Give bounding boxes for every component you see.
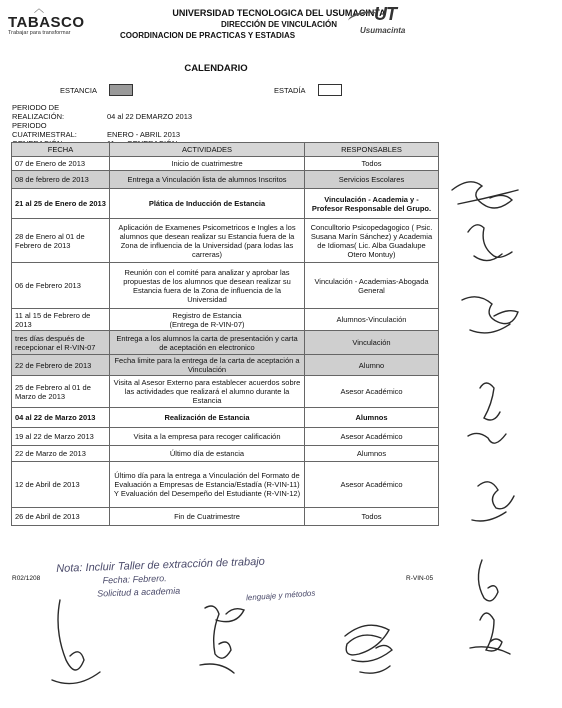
responsable-cell: Alumno <box>305 355 439 376</box>
handwritten-line-1: Nota: Incluir Taller de extracción de trabajo <box>56 555 266 575</box>
term-key: PERIODO CUATRIMESTRAL: <box>12 121 77 139</box>
signature-mark-12 <box>480 613 502 651</box>
responsable-cell: Todos <box>305 157 439 171</box>
fecha-cell: 25 de Febrero al 01 de Marzo de 2013 <box>12 376 110 408</box>
responsable-cell: Vinculación <box>305 331 439 355</box>
logo-right-name: Usumacinta <box>360 26 406 35</box>
actividad-cell: Visita al Asesor Externo para establecer acuerdos sobre las actividades que realizará el alumno durante la Estancia <box>110 376 305 408</box>
logo-left-name: TABASCO <box>8 14 85 31</box>
period-value: 04 al 22 DEMARZO 2013 <box>107 112 193 121</box>
page-title: CALENDARIO <box>184 63 248 74</box>
actividad-cell: Último día de estancia <box>110 446 305 462</box>
fecha-cell: 19 al 22 de Marzo 2013 <box>12 428 110 446</box>
signature-mark-8 <box>468 433 506 443</box>
signature-mark-9 <box>478 482 514 509</box>
fecha-cell: 21 al 25 de Enero de 2013 <box>12 189 110 219</box>
actividad-cell: Realización de Estancia <box>110 408 305 428</box>
coordination-name: COORDINACION DE PRACTICAS Y ESTADIAS <box>120 31 296 40</box>
fecha-cell: 08 de febrero de 2013 <box>12 171 110 189</box>
actividad-cell: Fin de Cuatrimestre <box>110 508 305 526</box>
institution-name: UNIVERSIDAD TECNOLOGICA DEL USUMACINTA <box>172 8 386 18</box>
actividad-cell: Entrega a Vinculación lista de alumnos Inscritos <box>110 171 305 189</box>
handwritten-line-3: Solicitud a academia <box>96 585 181 599</box>
actividad-cell: Último día para la entrega a Vinculación del Formato de Evaluación a Empresas de Estancia/Estadía (R-VIN-11) Y Evaluación del Desempeño del Estudiante (R-VIN-12) <box>110 462 305 508</box>
signature-mark-15 <box>52 672 100 684</box>
actividad-cell: Inicio de cuatrimestre <box>110 157 305 171</box>
signature-mark-19 <box>345 625 389 655</box>
actividad-cell: Registro de Estancia (Entrega de R-VIN-07) <box>110 309 305 331</box>
logo-left-slogan: Trabajar para transformar <box>8 30 71 36</box>
fecha-cell: 06 de Febrero 2013 <box>12 263 110 309</box>
fecha-cell: 11 al 15 de Febrero de 2013 <box>12 309 110 331</box>
actividad-cell: Plática de Inducción de Estancia <box>110 189 305 219</box>
handwritten-annotation: lenguaje y métodos <box>245 588 316 603</box>
signature-mark-21 <box>360 666 390 673</box>
estancia-label: ESTANCIA <box>60 86 97 95</box>
responsable-cell: Vinculación - Academias-Abogada General <box>305 263 439 309</box>
logo-right-mark: UT <box>374 4 396 24</box>
term-value: ENERO - ABRIL 2013 <box>107 130 181 139</box>
fecha-cell: tres días después de recepcionar el R-VIN-07 <box>12 331 110 355</box>
form-code-left: R02/1208 <box>12 575 41 582</box>
actividad-cell: Fecha limite para la entrega de la carta de aceptación a Vinculación <box>110 355 305 376</box>
fecha-cell: 22 de Febrero de 2013 <box>12 355 110 376</box>
responsable-cell: Alumnos-Vinculación <box>305 309 439 331</box>
signature-mark-3 <box>468 225 512 258</box>
signature-mark-18 <box>200 664 234 673</box>
actividad-cell: Visita a la empresa para recoger calificación <box>110 428 305 446</box>
actividad-cell: Aplicación de Examenes Psicometricos e Ingles a los alumnos que desean realizar su Estancia fuera de la Zona de influencia de la Universidad (para lodas las carreras) <box>110 219 305 263</box>
responsable-cell: Alumnos <box>305 446 439 462</box>
responsable-cell: Servicios Escolares <box>305 171 439 189</box>
direction-name: DIRECCIÓN DE VINCULACIÓN <box>220 20 337 29</box>
actividad-cell: Reunión con el comité para analizar y aprobar las propuestas de los alumnos que desean realizar su Estancia fuera de la Zona de influencia de la Universidad <box>110 263 305 309</box>
responsable-cell: Asesor Académico <box>305 462 439 508</box>
fecha-cell: 26 de Abril de 2013 <box>12 508 110 526</box>
signature-mark-7 <box>480 383 500 420</box>
signature-mark-6 <box>470 324 510 333</box>
responsable-cell: Asesor Académico <box>305 376 439 408</box>
fecha-cell: 07 de Enero de 2013 <box>12 157 110 171</box>
fecha-cell: 12 de Abril de 2013 <box>12 462 110 508</box>
signature-mark-5 <box>462 297 518 324</box>
responsable-cell: Vinculación - Academia y - Profesor Responsable del Grupo. <box>305 189 439 219</box>
actividad-cell: Entrega a los alumnos la carta de presentación y carta de aceptación en electronico <box>110 331 305 355</box>
column-header-responsables: RESPONSABLES <box>305 143 439 157</box>
logo-chevron-icon: ︿ <box>34 4 44 15</box>
handwritten-line-2: Fecha: Febrero. <box>102 573 167 586</box>
responsable-cell: Alumnos <box>305 408 439 428</box>
fecha-cell: 22 de Marzo de 2013 <box>12 446 110 462</box>
signature-mark-10 <box>472 512 506 521</box>
responsable-cell: Todos <box>305 508 439 526</box>
signature-mark-11 <box>478 560 498 601</box>
column-header-actividades: ACTIVIDADES <box>110 143 305 157</box>
responsable-cell: Asesor Académico <box>305 428 439 446</box>
signature-mark-14 <box>58 600 84 670</box>
signature-mark-17 <box>216 609 244 622</box>
fecha-cell: 28 de Enero al 01 de Febrero de 2013 <box>12 219 110 263</box>
period-key: PERIODO DE REALIZACIÓN: <box>12 103 65 121</box>
form-code-right: R-VIN-05 <box>406 575 434 582</box>
signature-mark-4 <box>474 254 502 261</box>
responsable-cell: Conculltorio Psicopedagogico ( Psic. Susana Marín Sánchez) y Academia de Idiomas( Lic. Alba Guadalupe Otero Montuy) <box>305 219 439 263</box>
estadia-label: ESTADÍA <box>274 86 306 95</box>
fecha-cell: 04 al 22 de Marzo 2013 <box>12 408 110 428</box>
column-header-fecha: FECHA <box>12 143 110 157</box>
